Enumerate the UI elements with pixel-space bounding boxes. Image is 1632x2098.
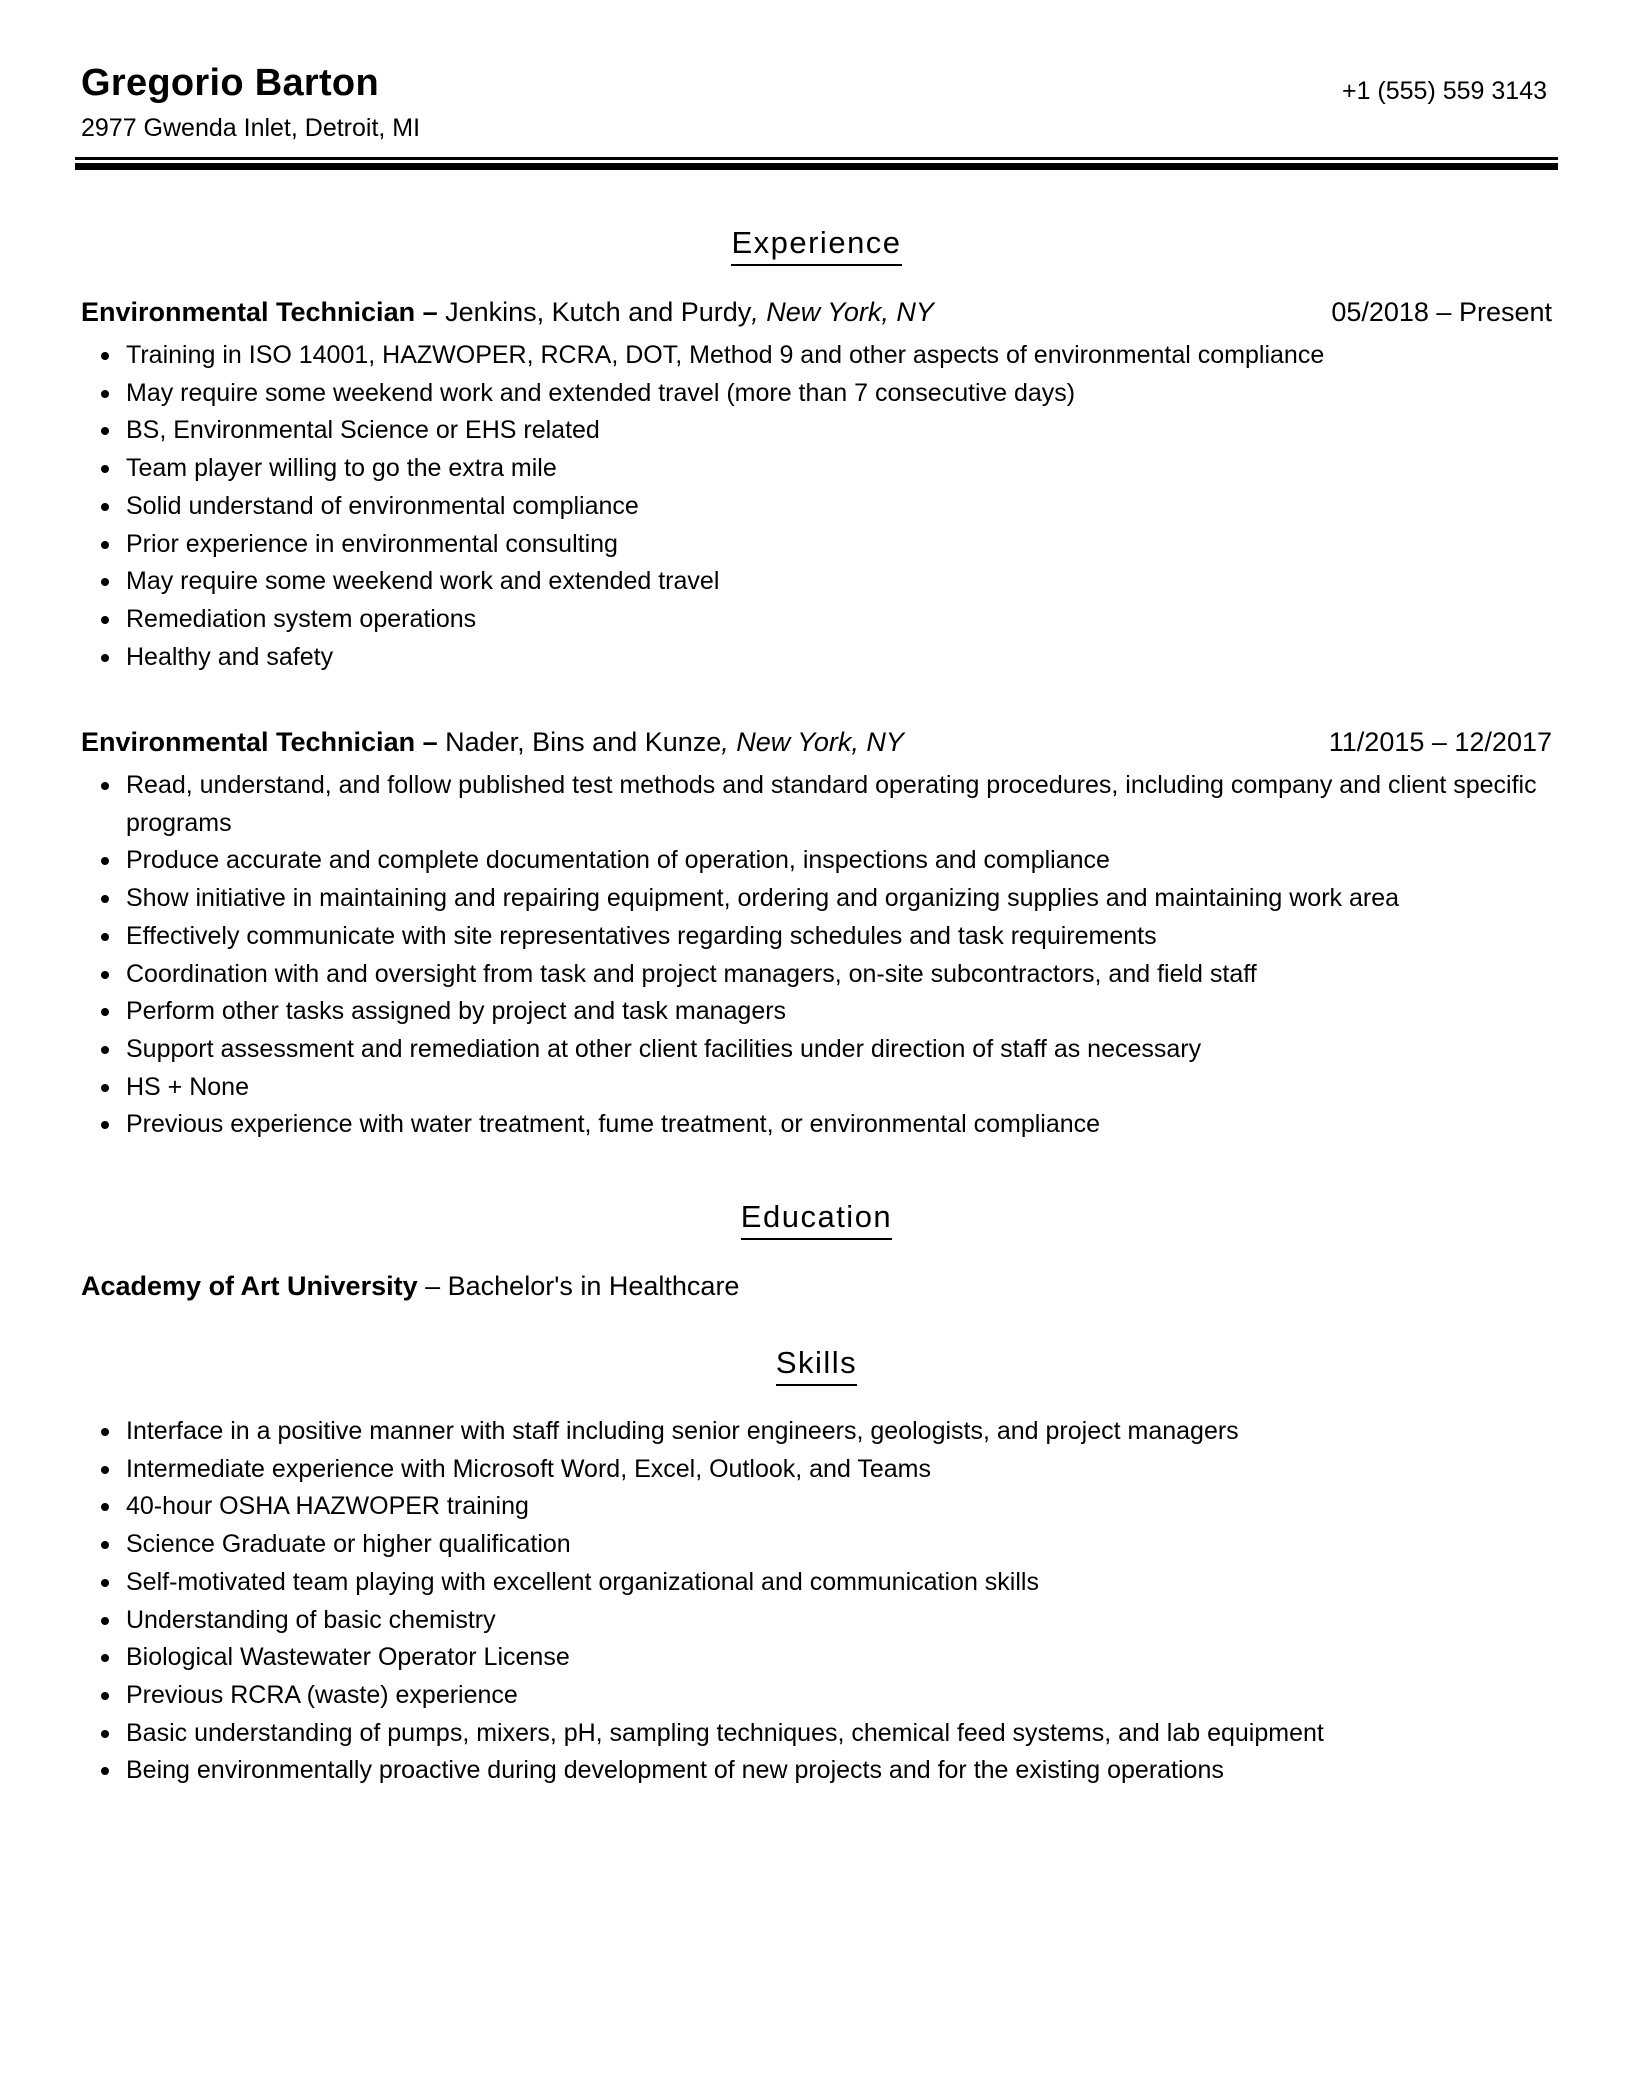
list-item: Coordination with and oversight from task and project managers, on-site subcontractors, and field staff — [126, 956, 1586, 994]
job-bullet-list — [81, 767, 1586, 1144]
list-item: Training in ISO 14001, HAZWOPER, RCRA, DOT, Method 9 and other aspects of environmental compliance — [126, 337, 1586, 375]
education-heading — [81, 1198, 1552, 1240]
candidate-address: 2977 Gwenda Inlet, Detroit, MI — [81, 114, 421, 142]
list-item: Perform other tasks assigned by project and task managers — [126, 993, 1586, 1031]
job-title: Environmental Technician – — [81, 297, 438, 327]
education-heading-text: Education — [741, 1198, 892, 1240]
list-item: Prior experience in environmental consulting — [126, 526, 1586, 564]
list-item: Self-motivated team playing with excellent organizational and communication skills — [126, 1564, 1586, 1602]
job-company: Nader, Bins and Kunze — [437, 727, 722, 757]
resume-header — [81, 62, 1552, 172]
job-dates: 11/2015 – 12/2017 — [1328, 727, 1552, 757]
list-item: Effectively communicate with site representatives regarding schedules and task requirements — [126, 918, 1586, 956]
list-item: BS, Environmental Science or EHS related — [126, 412, 1586, 450]
candidate-name: Gregorio Barton — [81, 62, 379, 104]
header-divider-thin — [75, 157, 1558, 160]
list-item: Remediation system operations — [126, 601, 1586, 639]
education-degree: Bachelor's in Healthcare — [447, 1271, 740, 1301]
list-item: Previous experience with water treatment, fume treatment, or environmental compliance — [126, 1106, 1586, 1144]
job-bullet-list — [81, 337, 1586, 676]
list-item: Previous RCRA (waste) experience — [126, 1677, 1586, 1715]
experience-heading-text: Experience — [731, 224, 901, 266]
list-item: Read, understand, and follow published test methods and standard operating procedures, including company and client specific programs — [126, 767, 1586, 842]
job-location: , New York, NY — [721, 727, 904, 757]
list-item: Understanding of basic chemistry — [126, 1602, 1586, 1640]
skills-list — [81, 1413, 1586, 1790]
list-item: Show initiative in maintaining and repairing equipment, ordering and organizing supplies and maintaining work area — [126, 880, 1586, 918]
list-item: Science Graduate or higher qualification — [126, 1526, 1586, 1564]
job-header — [81, 724, 1552, 760]
education-school: Academy of Art University — [81, 1271, 418, 1301]
education-entry — [81, 1268, 739, 1304]
list-item: Support assessment and remediation at other client facilities under direction of staff as necessary — [126, 1031, 1586, 1069]
list-item: Intermediate experience with Microsoft Word, Excel, Outlook, and Teams — [126, 1451, 1586, 1489]
list-item: Healthy and safety — [126, 639, 1586, 677]
list-item: May require some weekend work and extended travel (more than 7 consecutive days) — [126, 375, 1586, 413]
list-item: Produce accurate and complete documentation of operation, inspections and compliance — [126, 842, 1586, 880]
list-item: Interface in a positive manner with staff including senior engineers, geologists, and project managers — [126, 1413, 1586, 1451]
job-company: Jenkins, Kutch and Purdy — [437, 297, 752, 327]
header-divider-thick — [75, 163, 1558, 170]
experience-heading — [81, 224, 1552, 266]
skills-heading — [81, 1344, 1552, 1386]
candidate-phone: +1 (555) 559 3143 — [1341, 77, 1547, 105]
job-header — [81, 294, 1552, 330]
list-item: Being environmentally proactive during development of new projects and for the existing operations — [126, 1752, 1586, 1790]
list-item: Basic understanding of pumps, mixers, pH, sampling techniques, chemical feed systems, and lab equipment — [126, 1715, 1586, 1753]
job-title: Environmental Technician – — [81, 727, 438, 757]
job-location: , New York, NY — [751, 297, 934, 327]
list-item: Biological Wastewater Operator License — [126, 1639, 1586, 1677]
list-item: May require some weekend work and extended travel — [126, 563, 1586, 601]
list-item: 40-hour OSHA HAZWOPER training — [126, 1488, 1586, 1526]
education-separator: – — [417, 1271, 448, 1301]
skills-heading-text: Skills — [776, 1344, 857, 1386]
list-item: Solid understand of environmental compliance — [126, 488, 1586, 526]
list-item: HS + None — [126, 1069, 1586, 1107]
list-item: Team player willing to go the extra mile — [126, 450, 1586, 488]
job-dates: 05/2018 – Present — [1331, 297, 1552, 327]
